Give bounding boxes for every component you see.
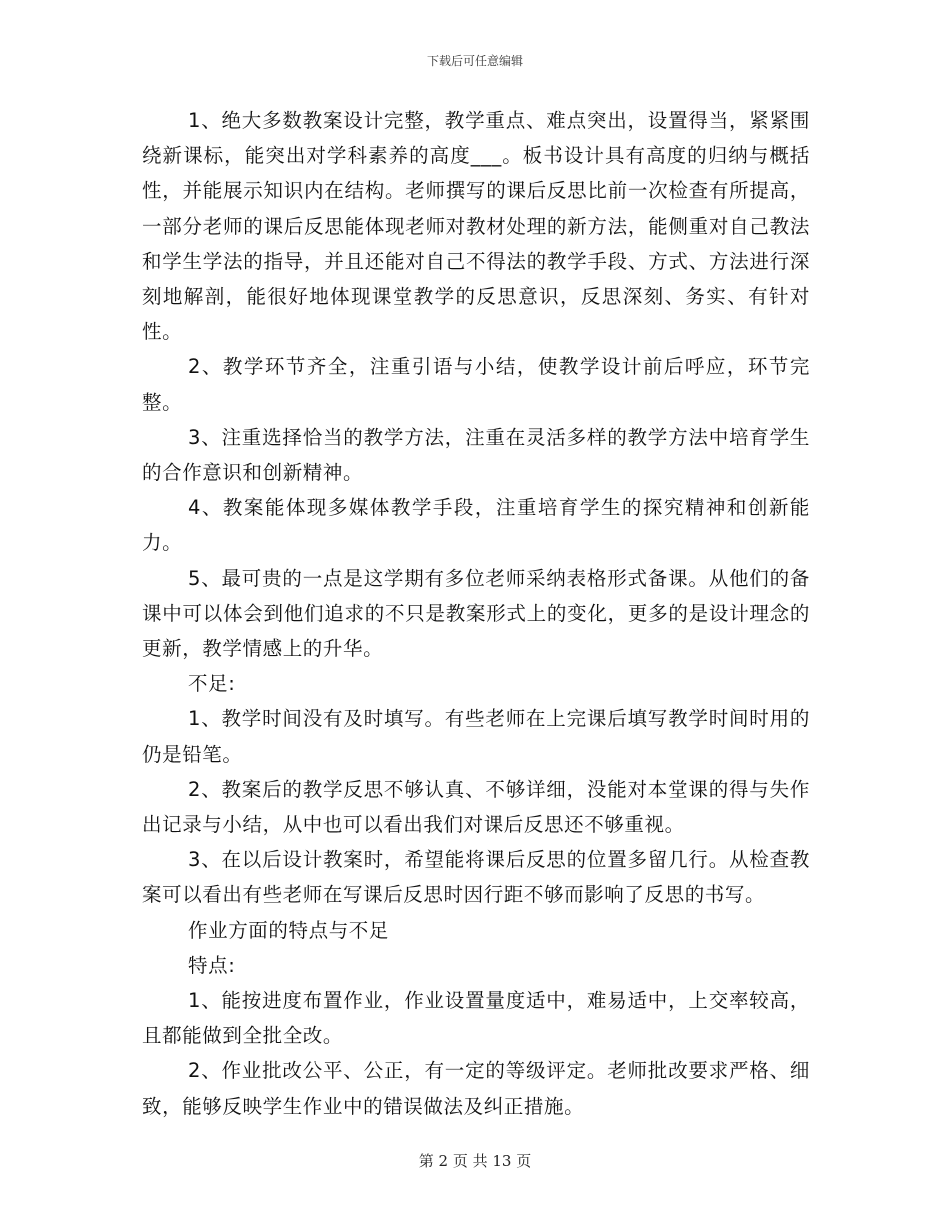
paragraph-9: 1、能按进度布置作业，作业设置量度适中，难易适中，上交率较高，且都能做到全批全改。 [142,989,810,1048]
paragraph-6: 1、教学时间没有及时填写。有些老师在上完课后填写教学时间时用的仍是铅笔。 [142,707,810,766]
section-heading-homework: 作业方面的特点与不足 [188,918,390,942]
page-number: 第 2 页 共 13 页 [418,1152,532,1170]
paragraph-8: 3、在以后设计教案时，希望能将课后反思的位置多留几行。从检查教案可以看出有些老师在写课后反思时因行距不够而影响了反思的书写。 [142,848,810,907]
paragraph-5: 5、最可贵的一点是这学期有多位老师采纳表格形式备课。从他们的备课中可以体会到他们追求的不只是教案形式上的变化，更多的是设计理念的更新，教学情感上的升华。 [142,566,810,661]
document-body [142,103,810,1124]
section-heading-features: 特点: [188,953,236,977]
paragraph-1: 1、绝大多数教案设计完整，教学重点、难点突出，设置得当，紧紧围绕新课标，能突出对学科素养的高度___。板书设计具有高度的归纳与概括性，并能展示知识内在结构。老师撰写的课后反思比前一次检查有所提高，一部分老师的课后反思能体现老师对教材处理的新方法，能侧重对自己教法和学生学法的指导，并且还能对自己不得法的教学手段、方式、方法进行深刻地解剖，能很好地体现课堂教学的反思意识，反思深刻、务实、有针对性。 [142,109,810,344]
page-header: 下载后可任意编辑 [426,54,523,68]
section-heading-shortcomings: 不足: [188,672,236,696]
paragraph-4: 4、教案能体现多媒体教学手段，注重培育学生的探究精神和创新能力。 [142,496,810,555]
paragraph-2: 2、教学环节齐全，注重引语与小结，使教学设计前后呼应，环节完整。 [142,355,810,414]
paragraph-10: 2、作业批改公平、公正，有一定的等级评定。老师批改要求严格、细致，能够反映学生作业中的错误做法及纠正措施。 [142,1059,810,1118]
paragraph-3: 3、注重选择恰当的教学方法，注重在灵活多样的教学方法中培育学生的合作意识和创新精神。 [142,425,810,485]
paragraph-7: 2、教案后的教学反思不够认真、不够详细，没能对本堂课的得与失作出记录与小结，从中也可以看出我们对课后反思还不够重视。 [142,777,810,837]
